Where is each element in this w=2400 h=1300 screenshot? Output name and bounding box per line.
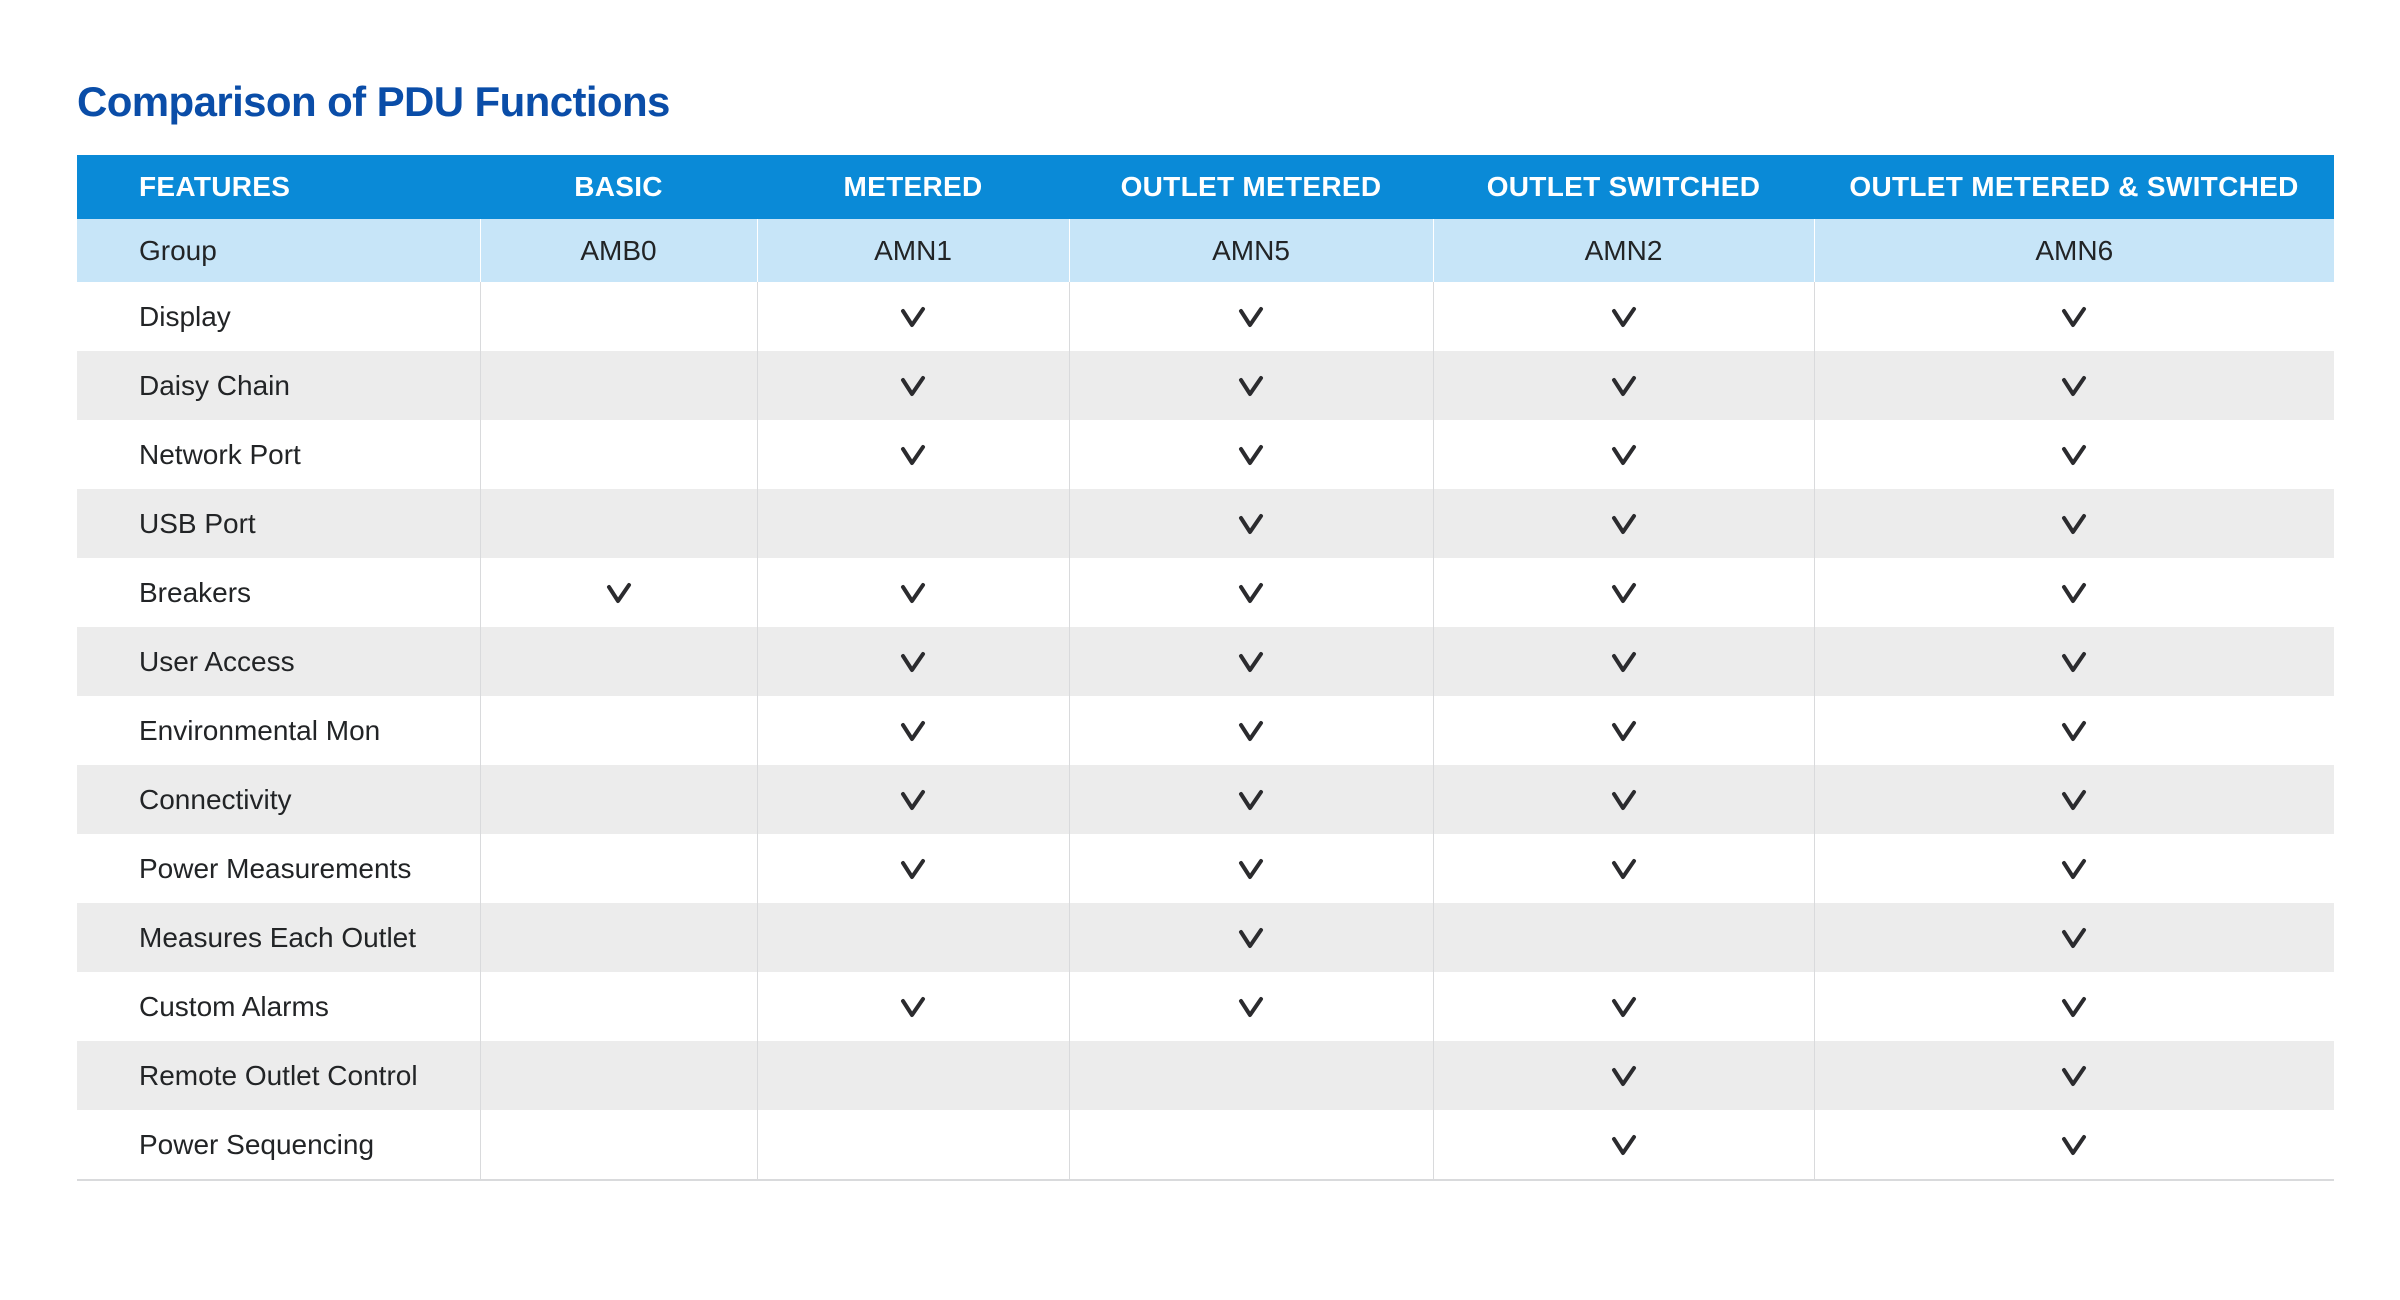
check-icon	[2061, 927, 2087, 951]
check-icon	[1238, 651, 1264, 675]
feature-cell	[757, 627, 1069, 696]
feature-cell	[1069, 903, 1433, 972]
check-icon	[1238, 582, 1264, 606]
feature-cell	[1814, 282, 2334, 351]
table-row	[77, 282, 2334, 351]
feature-label: Connectivity	[77, 765, 480, 834]
feature-cell	[757, 765, 1069, 834]
check-icon	[1611, 513, 1637, 537]
feature-cell	[1433, 972, 1814, 1041]
check-icon	[2061, 720, 2087, 744]
feature-cell	[757, 1041, 1069, 1110]
check-icon	[2061, 1134, 2087, 1158]
check-icon	[1238, 306, 1264, 330]
feature-cell	[1069, 1110, 1433, 1180]
check-icon	[2061, 858, 2087, 882]
check-icon	[900, 720, 926, 744]
header-basic: BASIC	[480, 155, 757, 219]
feature-cell	[1814, 420, 2334, 489]
table-row	[77, 420, 2334, 489]
header-metered: METERED	[757, 155, 1069, 219]
group-code-outlet-switched: AMN2	[1433, 219, 1814, 282]
check-icon	[1611, 444, 1637, 468]
feature-cell	[757, 351, 1069, 420]
feature-cell	[1814, 1041, 2334, 1110]
table-row	[77, 489, 2334, 558]
feature-cell	[1433, 282, 1814, 351]
feature-cell	[1069, 765, 1433, 834]
feature-cell	[1433, 558, 1814, 627]
feature-cell	[1814, 627, 2334, 696]
table-row	[77, 696, 2334, 765]
feature-cell	[480, 1041, 757, 1110]
feature-label: Remote Outlet Control	[77, 1041, 480, 1110]
feature-cell	[1069, 696, 1433, 765]
feature-cell	[1433, 765, 1814, 834]
check-icon	[2061, 444, 2087, 468]
check-icon	[900, 582, 926, 606]
check-icon	[900, 375, 926, 399]
check-icon	[900, 444, 926, 468]
table-row	[77, 903, 2334, 972]
feature-cell	[757, 903, 1069, 972]
feature-cell	[480, 420, 757, 489]
table-row	[77, 765, 2334, 834]
table-row	[77, 351, 2334, 420]
feature-label: Custom Alarms	[77, 972, 480, 1041]
feature-label: Measures Each Outlet	[77, 903, 480, 972]
header-features: FEATURES	[77, 155, 480, 219]
feature-cell	[1069, 834, 1433, 903]
feature-cell	[1069, 489, 1433, 558]
table-row	[77, 1110, 2334, 1180]
check-icon	[1611, 375, 1637, 399]
feature-rows	[77, 282, 2334, 1180]
table-row	[77, 627, 2334, 696]
check-icon	[1611, 1134, 1637, 1158]
feature-cell	[1433, 420, 1814, 489]
feature-cell	[757, 696, 1069, 765]
feature-cell	[1069, 351, 1433, 420]
feature-cell	[1069, 972, 1433, 1041]
table-row	[77, 1041, 2334, 1110]
check-icon	[1238, 720, 1264, 744]
table-row	[77, 972, 2334, 1041]
check-icon	[1611, 1065, 1637, 1089]
feature-cell	[1433, 834, 1814, 903]
check-icon	[1611, 582, 1637, 606]
page-title: Comparison of PDU Functions	[77, 78, 670, 125]
feature-cell	[757, 1110, 1069, 1180]
header-outlet-switched: OUTLET SWITCHED	[1433, 155, 1814, 219]
feature-cell	[480, 834, 757, 903]
feature-cell	[757, 972, 1069, 1041]
feature-cell	[480, 972, 757, 1041]
feature-cell	[757, 489, 1069, 558]
feature-cell	[1814, 696, 2334, 765]
check-icon	[1238, 789, 1264, 813]
feature-label: Environmental Mon	[77, 696, 480, 765]
group-code-outlet-metered-switched: AMN6	[1814, 219, 2334, 282]
group-row	[77, 219, 2334, 282]
check-icon	[2061, 306, 2087, 330]
feature-cell	[1433, 1110, 1814, 1180]
check-icon	[606, 582, 632, 606]
header-outlet-metered: OUTLET METERED	[1069, 155, 1433, 219]
feature-cell	[1433, 627, 1814, 696]
table-row	[77, 558, 2334, 627]
check-icon	[1238, 444, 1264, 468]
feature-cell	[757, 282, 1069, 351]
feature-cell	[1814, 834, 2334, 903]
feature-cell	[757, 420, 1069, 489]
feature-cell	[480, 351, 757, 420]
check-icon	[1238, 996, 1264, 1020]
feature-cell	[1069, 1041, 1433, 1110]
check-icon	[2061, 582, 2087, 606]
feature-label: Breakers	[77, 558, 480, 627]
check-icon	[900, 858, 926, 882]
feature-cell	[1814, 558, 2334, 627]
feature-label: Network Port	[77, 420, 480, 489]
feature-cell	[480, 903, 757, 972]
feature-cell	[1069, 558, 1433, 627]
group-code-basic: AMB0	[480, 219, 757, 282]
check-icon	[2061, 513, 2087, 537]
check-icon	[1611, 720, 1637, 744]
feature-cell	[480, 696, 757, 765]
check-icon	[1238, 927, 1264, 951]
feature-cell	[1814, 972, 2334, 1041]
group-label: Group	[77, 219, 480, 282]
feature-cell	[757, 558, 1069, 627]
feature-cell	[480, 282, 757, 351]
check-icon	[1238, 858, 1264, 882]
table-row	[77, 834, 2334, 903]
check-icon	[900, 789, 926, 813]
check-icon	[1611, 306, 1637, 330]
feature-label: Daisy Chain	[77, 351, 480, 420]
feature-cell	[1814, 903, 2334, 972]
header-outlet-metered-switched: OUTLET METERED & SWITCHED	[1814, 155, 2334, 219]
feature-cell	[1433, 696, 1814, 765]
group-code-metered: AMN1	[757, 219, 1069, 282]
table-header-row	[77, 155, 2334, 219]
check-icon	[2061, 375, 2087, 399]
feature-cell	[1433, 1041, 1814, 1110]
check-icon	[2061, 789, 2087, 813]
check-icon	[1611, 651, 1637, 675]
check-icon	[1238, 513, 1264, 537]
check-icon	[1611, 858, 1637, 882]
feature-cell	[1814, 351, 2334, 420]
feature-cell	[1814, 1110, 2334, 1180]
feature-label: User Access	[77, 627, 480, 696]
check-icon	[2061, 996, 2087, 1020]
feature-label: Display	[77, 282, 480, 351]
feature-cell	[480, 765, 757, 834]
feature-cell	[480, 627, 757, 696]
check-icon	[2061, 1065, 2087, 1089]
feature-label: USB Port	[77, 489, 480, 558]
feature-cell	[480, 558, 757, 627]
check-icon	[1238, 375, 1264, 399]
check-icon	[900, 996, 926, 1020]
feature-cell	[1069, 420, 1433, 489]
feature-cell	[1069, 282, 1433, 351]
feature-label: Power Measurements	[77, 834, 480, 903]
check-icon	[900, 306, 926, 330]
feature-cell	[1814, 765, 2334, 834]
comparison-table	[77, 155, 2334, 1181]
feature-cell	[480, 489, 757, 558]
check-icon	[1611, 789, 1637, 813]
feature-cell	[757, 834, 1069, 903]
feature-label: Power Sequencing	[77, 1110, 480, 1180]
feature-cell	[1069, 627, 1433, 696]
check-icon	[2061, 651, 2087, 675]
group-code-outlet-metered: AMN5	[1069, 219, 1433, 282]
check-icon	[1611, 996, 1637, 1020]
feature-cell	[1433, 903, 1814, 972]
check-icon	[900, 651, 926, 675]
feature-cell	[1814, 489, 2334, 558]
feature-cell	[1433, 351, 1814, 420]
feature-cell	[480, 1110, 757, 1180]
feature-cell	[1433, 489, 1814, 558]
